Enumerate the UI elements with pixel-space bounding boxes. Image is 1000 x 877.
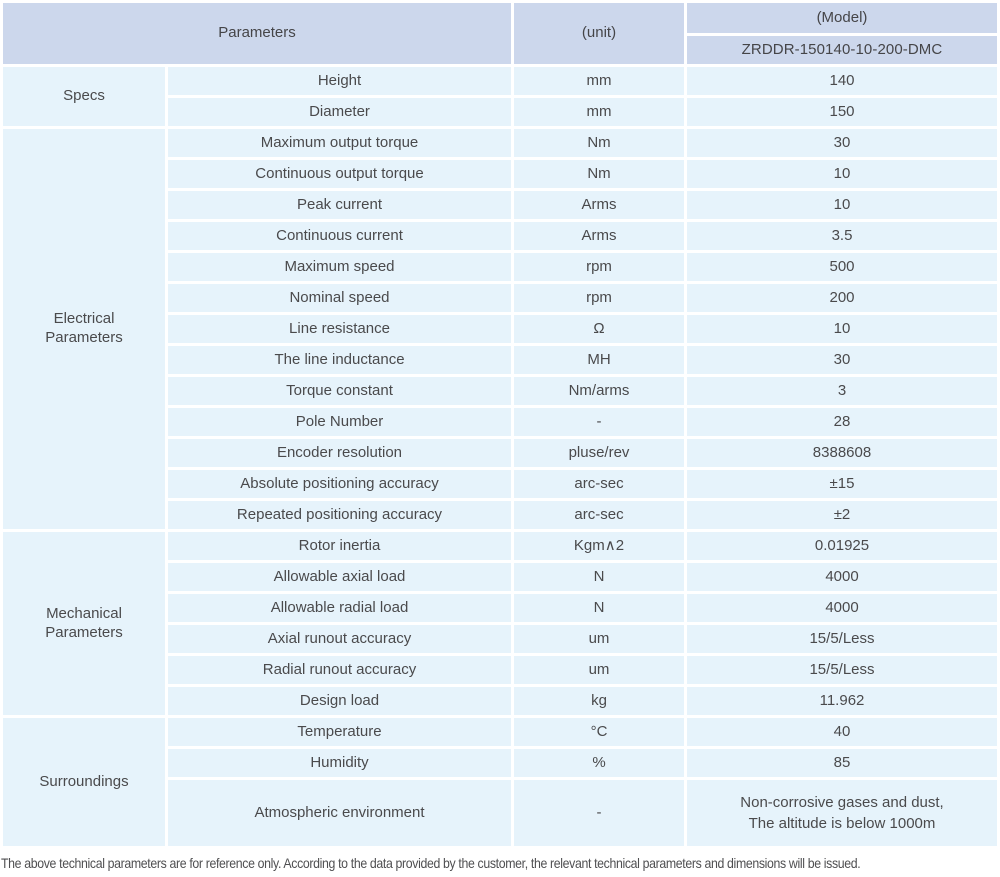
reference-disclaimer: The above technical parameters are for reference only. According to the data provided by the customer, the relevant technical parameters and dimensions will be issued. bbox=[1, 855, 861, 871]
parameter-value: 4000 bbox=[687, 563, 997, 591]
parameter-value: 140 bbox=[687, 67, 997, 95]
parameter-unit: N bbox=[514, 594, 684, 622]
parameter-value: 85 bbox=[687, 749, 997, 777]
parameter-value: 11.962 bbox=[687, 687, 997, 715]
parameter-name: Temperature bbox=[168, 718, 511, 746]
parameter-name: Humidity bbox=[168, 749, 511, 777]
parameter-name: Design load bbox=[168, 687, 511, 715]
parameter-name: Allowable radial load bbox=[168, 594, 511, 622]
parameter-name: Continuous current bbox=[168, 222, 511, 250]
parameter-unit: Nm bbox=[514, 160, 684, 188]
parameter-name: Torque constant bbox=[168, 377, 511, 405]
parameter-unit: - bbox=[514, 780, 684, 846]
parameter-unit: arc-sec bbox=[514, 470, 684, 498]
parameter-unit: MH bbox=[514, 346, 684, 374]
spec-table-body bbox=[3, 67, 997, 846]
parameters-column-header: Parameters bbox=[3, 3, 511, 64]
parameter-unit: pluse/rev bbox=[514, 439, 684, 467]
parameter-unit: kg bbox=[514, 687, 684, 715]
parameter-value: 15/5/Less bbox=[687, 656, 997, 684]
section-label-electrical-parameters: Electrical Parameters bbox=[3, 129, 165, 529]
model-column-header: (Model) bbox=[687, 3, 997, 33]
parameter-value: 8388608 bbox=[687, 439, 997, 467]
parameter-value: 15/5/Less bbox=[687, 625, 997, 653]
parameter-unit: Kgm∧2 bbox=[514, 532, 684, 560]
parameter-value: 30 bbox=[687, 346, 997, 374]
parameter-name: The line inductance bbox=[168, 346, 511, 374]
parameter-unit: N bbox=[514, 563, 684, 591]
table-row bbox=[3, 129, 997, 157]
parameter-name: Absolute positioning accuracy bbox=[168, 470, 511, 498]
parameter-value: 200 bbox=[687, 284, 997, 312]
parameter-unit: mm bbox=[514, 98, 684, 126]
parameter-name: Continuous output torque bbox=[168, 160, 511, 188]
parameter-unit: % bbox=[514, 749, 684, 777]
parameter-value: 10 bbox=[687, 160, 997, 188]
parameter-value: 150 bbox=[687, 98, 997, 126]
parameter-unit: Arms bbox=[514, 222, 684, 250]
parameter-value: 4000 bbox=[687, 594, 997, 622]
parameter-unit: um bbox=[514, 625, 684, 653]
parameter-unit: um bbox=[514, 656, 684, 684]
spec-table-header bbox=[3, 3, 997, 64]
parameter-unit: rpm bbox=[514, 253, 684, 281]
unit-column-header: (unit) bbox=[514, 3, 684, 64]
model-number: ZRDDR-150140-10-200-DMC bbox=[687, 36, 997, 64]
table-row bbox=[3, 718, 997, 746]
parameter-value: 10 bbox=[687, 315, 997, 343]
header-row bbox=[3, 3, 997, 33]
parameter-value: 10 bbox=[687, 191, 997, 219]
section-label-surroundings: Surroundings bbox=[3, 718, 165, 846]
parameter-name: Atmospheric environment bbox=[168, 780, 511, 846]
parameter-value: 40 bbox=[687, 718, 997, 746]
parameter-unit: Nm/arms bbox=[514, 377, 684, 405]
parameter-unit: Ω bbox=[514, 315, 684, 343]
parameter-unit: °C bbox=[514, 718, 684, 746]
parameter-name: Height bbox=[168, 67, 511, 95]
parameter-value: 3.5 bbox=[687, 222, 997, 250]
parameter-name: Allowable axial load bbox=[168, 563, 511, 591]
parameter-name: Pole Number bbox=[168, 408, 511, 436]
parameter-unit: Nm bbox=[514, 129, 684, 157]
parameter-value: ±2 bbox=[687, 501, 997, 529]
parameter-value: 500 bbox=[687, 253, 997, 281]
parameter-name: Repeated positioning accuracy bbox=[168, 501, 511, 529]
parameter-value: 0.01925 bbox=[687, 532, 997, 560]
parameter-unit: - bbox=[514, 408, 684, 436]
parameter-value: 3 bbox=[687, 377, 997, 405]
parameter-name: Maximum output torque bbox=[168, 129, 511, 157]
parameter-name: Encoder resolution bbox=[168, 439, 511, 467]
parameter-unit: Arms bbox=[514, 191, 684, 219]
parameter-name: Rotor inertia bbox=[168, 532, 511, 560]
parameter-value: 30 bbox=[687, 129, 997, 157]
parameter-value: ±15 bbox=[687, 470, 997, 498]
parameter-name: Axial runout accuracy bbox=[168, 625, 511, 653]
table-row bbox=[3, 532, 997, 560]
parameter-name: Diameter bbox=[168, 98, 511, 126]
parameter-value: Non-corrosive gases and dust, The altitude is below 1000m bbox=[687, 780, 997, 846]
parameter-name: Line resistance bbox=[168, 315, 511, 343]
parameter-unit: mm bbox=[514, 67, 684, 95]
parameter-unit: arc-sec bbox=[514, 501, 684, 529]
section-label-specs: Specs bbox=[3, 67, 165, 126]
parameter-name: Maximum speed bbox=[168, 253, 511, 281]
parameter-unit: rpm bbox=[514, 284, 684, 312]
parameter-value: 28 bbox=[687, 408, 997, 436]
parameter-name: Nominal speed bbox=[168, 284, 511, 312]
section-label-mechanical-parameters: Mechanical Parameters bbox=[3, 532, 165, 715]
parameter-name: Radial runout accuracy bbox=[168, 656, 511, 684]
table-row bbox=[3, 67, 997, 95]
parameter-name: Peak current bbox=[168, 191, 511, 219]
